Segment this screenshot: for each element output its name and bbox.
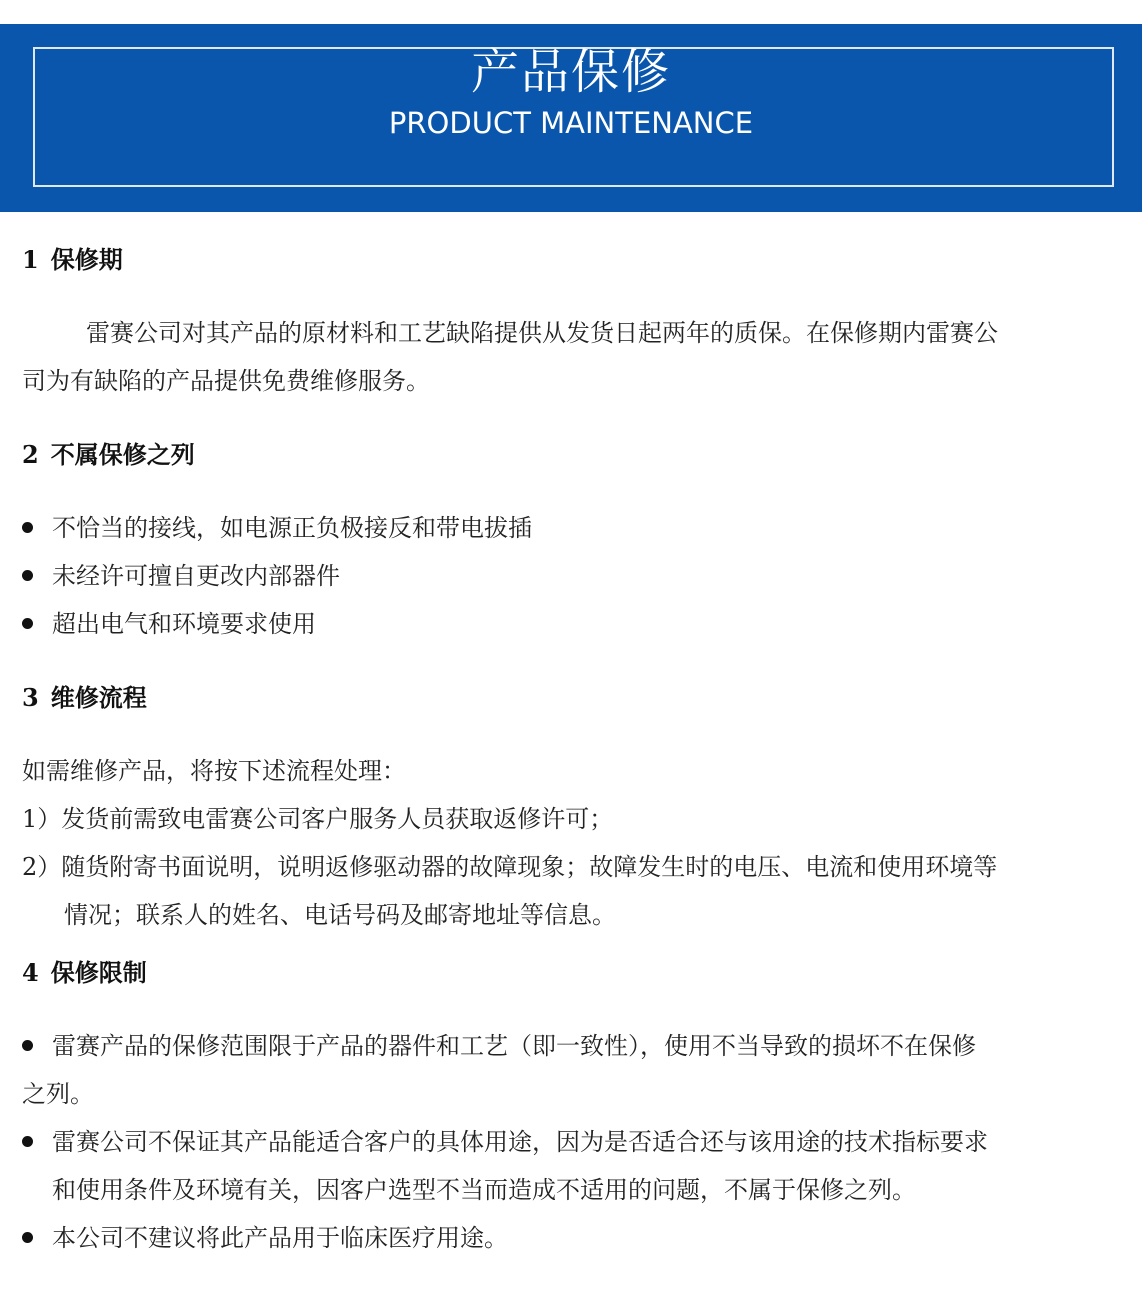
list-item-continuation: 和使用条件及环境有关，因客户选型不当而造成不适用的问题，不属于保修之列。 — [52, 1176, 916, 1204]
list-item-text: 超出电气和环境要求使用 — [52, 610, 316, 638]
list-item-text: 本公司不建议将此产品用于临床医疗用途。 — [52, 1224, 508, 1252]
bullet-icon — [22, 1136, 33, 1147]
bullet-icon — [22, 1232, 33, 1243]
list-item — [22, 561, 340, 591]
paragraph-line: 司为有缺陷的产品提供免费维修服务。 — [22, 367, 430, 395]
section-number: 1 — [22, 245, 39, 274]
process-step-continuation: 情况；联系人的姓名、电话号码及邮寄地址等信息。 — [64, 901, 616, 929]
section-heading-repair-process — [22, 683, 147, 713]
section-heading-warranty-period — [22, 245, 123, 275]
section-heading-limitations — [22, 958, 147, 988]
bullet-icon — [22, 570, 33, 581]
list-item-continuation: 之列。 — [22, 1080, 94, 1108]
list-item-text: 雷赛产品的保修范围限于产品的器件和工艺（即一致性），使用不当导致的损坏不在保修 — [52, 1032, 976, 1060]
process-intro: 如需维修产品，将按下述流程处理： — [22, 757, 406, 785]
page-title: 产品保修 — [470, 44, 671, 100]
section-title: 保修期 — [50, 246, 123, 274]
list-item — [22, 1127, 988, 1157]
section-number: 2 — [22, 440, 39, 469]
section-number: 4 — [22, 958, 39, 987]
section-heading-exclusions — [22, 440, 195, 470]
page-subtitle: PRODUCT MAINTENANCE — [388, 106, 754, 140]
section-number: 3 — [22, 683, 39, 712]
list-item-text: 雷赛公司不保证其产品能适合客户的具体用途，因为是否适合还与该用途的技术指标要求 — [52, 1128, 988, 1156]
bullet-icon — [22, 522, 33, 533]
list-item-text: 未经许可擅自更改内部器件 — [52, 562, 340, 590]
paragraph-line: 雷赛公司对其产品的原材料和工艺缺陷提供从发货日起两年的质保。在保修期内雷赛公 — [86, 319, 998, 347]
list-item — [22, 609, 316, 639]
bullet-icon — [22, 1040, 33, 1051]
list-item — [22, 1223, 508, 1253]
section-title: 保修限制 — [50, 959, 147, 987]
section-title: 维修流程 — [50, 684, 147, 712]
section-title: 不属保修之列 — [50, 441, 195, 469]
bullet-icon — [22, 618, 33, 629]
process-step: 2）随货附寄书面说明，说明返修驱动器的故障现象；故障发生时的电压、电流和使用环境等 — [22, 853, 998, 881]
list-item-text: 不恰当的接线，如电源正负极接反和带电拔插 — [52, 514, 532, 542]
process-step: 1）发货前需致电雷赛公司客户服务人员获取返修许可； — [22, 805, 614, 833]
list-item — [22, 513, 532, 543]
list-item — [22, 1031, 976, 1061]
